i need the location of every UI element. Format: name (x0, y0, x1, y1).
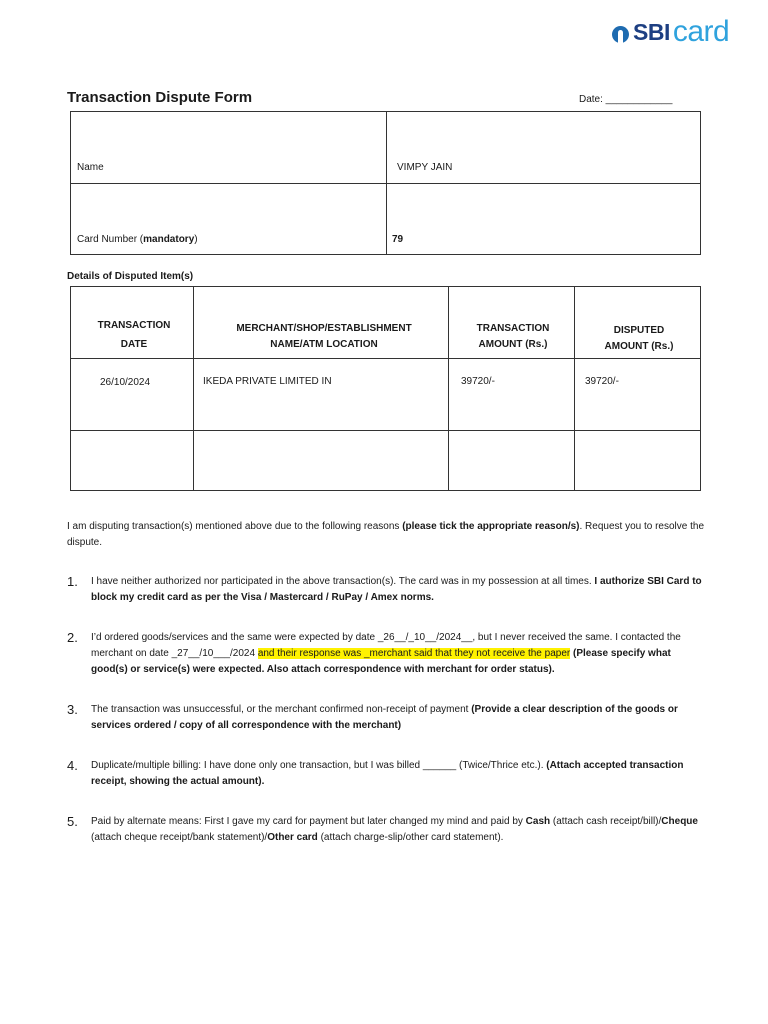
logo-sbi-text: SBI (633, 18, 670, 45)
header-disputed-amount: DISPUTED AMOUNT (Rs.) (604, 325, 674, 352)
section-label: Details of Disputed Item(s) (67, 271, 194, 282)
sbi-logo-icon (612, 26, 629, 43)
intro-paragraph: I am disputing transaction(s) mentioned above due to the following reasons (please tick the appropriate reason/s). Request you to resolve the dispute. (67, 521, 705, 548)
reason-text: The transaction was unsuccessful, or the merchant confirmed non-receipt of payment (Provide a clear description of the goods or services ordered / copy of all correspondence with the merchant) (91, 704, 678, 731)
header-transaction-date: TRANSACTION DATE (97, 320, 171, 350)
logo-card-text: card (672, 15, 730, 48)
reason-number: 4. (67, 758, 78, 773)
reason-number: 1. (67, 574, 78, 589)
card-number-label: Card Number (mandatory) (77, 234, 198, 245)
reason-3[interactable] (67, 702, 717, 734)
reason-5[interactable] (67, 814, 717, 846)
reason-number: 2. (67, 630, 78, 645)
reason-4[interactable] (67, 758, 717, 790)
reason-text: I’d ordered goods/services and the same were expected by date _26__/_10__/2024__, but I never received the same. I contacted the merchant on date _27__/10___/2024 and their response was _merchant said that they not receive the paper (Please specify what good(s) or service(s) were expected. Also attach correspondence with merchant for order status). (91, 632, 681, 675)
name-label: Name (77, 162, 104, 173)
card-number-value[interactable]: 79 (392, 234, 404, 245)
reason-text: Duplicate/multiple billing: I have done only one transaction, but I was billed ______ (Twice/Thrice etc.). (Attach accepted transaction receipt, showing the actual amount). (91, 760, 684, 787)
row1-disputed-amount[interactable]: 39720/- (585, 376, 619, 387)
reason-number: 3. (67, 702, 78, 717)
date-field[interactable]: Date: ____________ (579, 94, 673, 105)
reason-1[interactable] (67, 574, 717, 606)
reason-text: I have neither authorized nor participated in the above transaction(s). The card was in my possession at all times. I authorize SBI Card to block my credit card as per the Visa / Mastercard / RuPay / Amex norms. (91, 576, 702, 603)
reason-number: 5. (67, 814, 78, 829)
header-merchant: MERCHANT/SHOP/ESTABLISHMENT NAME/ATM LOCATION (236, 323, 412, 350)
highlighted-response: and their response was _merchant said that they not receive the paper (257, 648, 571, 659)
name-value[interactable]: VIMPY JAIN (397, 162, 453, 173)
header-transaction-amount: TRANSACTION AMOUNT (Rs.) (476, 323, 550, 350)
form-title: Transaction Dispute Form (67, 89, 253, 106)
row1-merchant[interactable]: IKEDA PRIVATE LIMITED IN (203, 376, 332, 387)
disputed-items-table (70, 286, 701, 491)
reason-text: Paid by alternate means: First I gave my card for payment but later changed my mind and paid by Cash (attach cash receipt/bill)/Cheque (attach cheque receipt/bank statement)/Other card (attach charge-slip/other card statement). (91, 816, 698, 843)
reason-2[interactable] (67, 630, 717, 678)
row1-transaction-amount[interactable]: 39720/- (461, 376, 495, 387)
sbi-card-logo (612, 16, 729, 48)
row1-date[interactable]: 26/10/2024 (100, 377, 151, 388)
